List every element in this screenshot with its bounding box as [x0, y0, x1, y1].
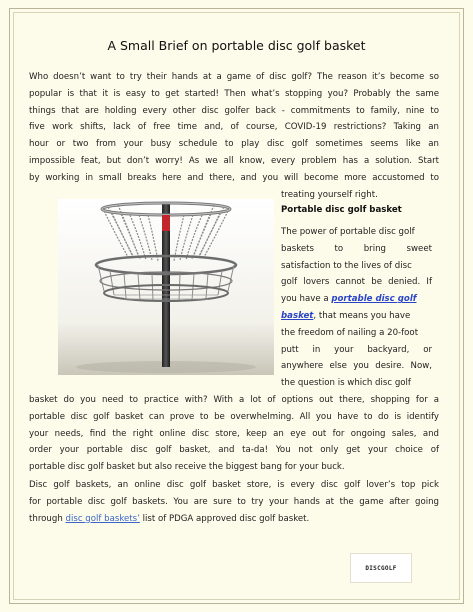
disc-golf-baskets-link[interactable]: disc golf baskets’	[65, 513, 140, 524]
portable-disc-golf-basket-link[interactable]: basket	[281, 310, 314, 321]
side-paragraph	[281, 224, 432, 392]
intro-line: treating yourself right.	[281, 189, 378, 200]
side-line: the question is which disc golf	[281, 378, 411, 389]
final-line: Disc golf baskets, an online disc golf basket store, is every disc golf lover’s top pick	[29, 480, 439, 490]
side-line: you have a portable disc golf	[281, 294, 417, 305]
intro-line: impossible feat, but don’t worry! As we all know, every problem has a solution. Start	[29, 155, 439, 166]
side-line: anywhere else you desire. Now,	[281, 361, 432, 372]
body-line: order your portable disc golf basket, and ta-da! You not only get your choice of	[29, 445, 439, 456]
side-line: basket, that means you have	[281, 310, 411, 321]
intro-line: Who doesn’t want to try their hands at a game of disc golf? The reason it’s become so	[29, 72, 439, 82]
intro-line: by working in small breaks here and there, and you will become more accustomed to	[29, 172, 439, 183]
body-line: your needs, find the right online disc store, keep an eye out for ongoing sales, and	[29, 428, 439, 439]
body-line: portable disc golf basket can prove to be overwhelming. All you have to do is identify	[29, 411, 439, 422]
page-title: A Small Brief on portable disc golf basket	[107, 38, 366, 53]
intro-line: hour or two from your busy schedule to play disc golf sometimes seems like an	[29, 139, 439, 150]
side-line: golf lovers cannot be denied. If	[281, 277, 432, 288]
intro-line: popular is that it is easy to get started! Then what’s stopping you? Probably the same	[29, 88, 439, 99]
body-line: portable disc golf basket but also receive the biggest bang for your buck.	[29, 462, 345, 473]
side-line: The power of portable disc golf	[281, 227, 415, 237]
intro-line: things that are holding every other disc golfer back - commitments to family, nine to	[29, 105, 439, 116]
intro-paragraph	[29, 69, 439, 203]
portable-disc-golf-link[interactable]: portable disc golf	[331, 294, 417, 305]
disc-golf-basket-image	[58, 199, 274, 375]
final-line: through disc golf baskets’ list of PDGA approved disc golf basket.	[29, 513, 310, 524]
final-line: for portable disc golf baskets. You are sure to try your hands at the game after going	[29, 496, 439, 507]
intro-line: five work shifts, lack of free time and, of course, COVID-19 restrictions? Taking an	[29, 122, 439, 133]
side-line: satisfaction to the lives of disc	[281, 260, 412, 271]
side-line: baskets to bring sweet	[281, 243, 432, 254]
body-paragraph	[29, 392, 439, 476]
store-logo: DISCGOLF	[350, 553, 412, 583]
section-heading: Portable disc golf basket	[281, 205, 402, 215]
final-paragraph	[29, 477, 439, 527]
side-line: the freedom of nailing a 20-foot	[281, 327, 419, 338]
body-line: basket do you need to practice with? With a lot of options out there, shopping for a	[29, 395, 439, 405]
side-line: putt in your backyard, or	[281, 344, 432, 355]
